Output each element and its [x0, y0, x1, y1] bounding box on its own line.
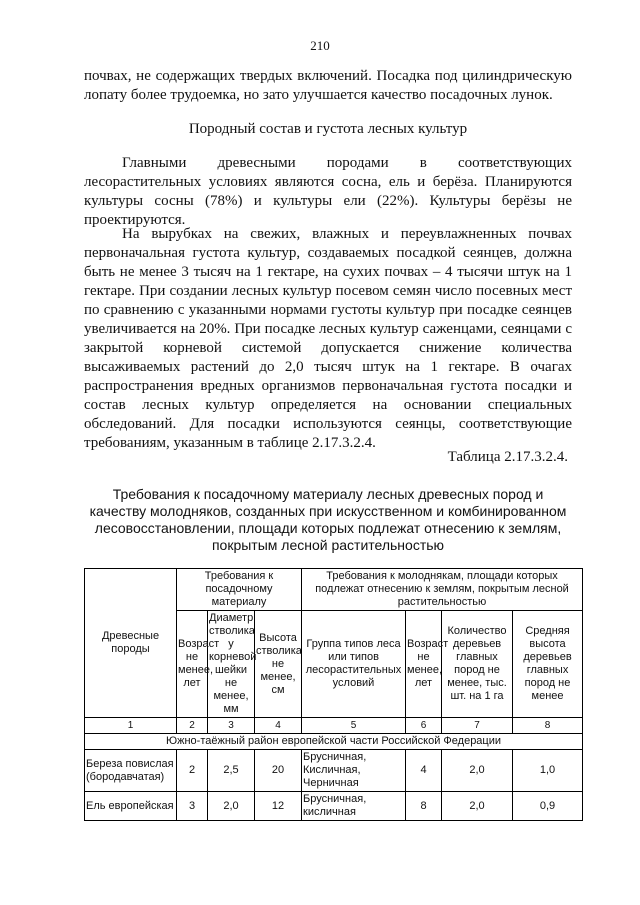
species-cell: Ель европейская — [85, 792, 177, 821]
header-material: Требования к посадочному материалу — [177, 569, 302, 611]
age-cell: 3 — [177, 792, 208, 821]
header-tree-count: Количество деревьев главных пород не менее, тыс. шт. на 1 га — [442, 611, 513, 718]
age-young-cell: 4 — [406, 750, 442, 792]
column-index: 2 — [177, 718, 208, 734]
age-cell: 2 — [177, 750, 208, 792]
average-height-cell: 0,9 — [513, 792, 583, 821]
table-row — [85, 792, 583, 821]
header-row-1 — [85, 569, 583, 611]
header-age-young: Возраст не менее, лет — [406, 611, 442, 718]
column-index: 6 — [406, 718, 442, 734]
column-index: 1 — [85, 718, 177, 734]
paragraph-main-species: Главными древесными породами в соответствующих лесорастительных условиях являются сосна, ель и берёза. Планируются культуры сосны (78%) и культуры ели (22%). Культуры берёзы не проектируются. — [84, 155, 572, 228]
header-forest-group: Группа типов леса или типов лесорастительных условий — [302, 611, 406, 718]
species-cell: Береза повислая (бородавчатая) — [85, 750, 177, 792]
column-index: 3 — [208, 718, 255, 734]
page-number: 210 — [310, 38, 330, 53]
header-young: Требования к молоднякам, площади которых подлежат отнесению к землям, покрытым лесной растительностью — [302, 569, 583, 611]
header-height: Высота стволика не менее, см — [255, 611, 302, 718]
forest-group-cell: Брусничная, кисличная — [302, 792, 406, 821]
diameter-cell: 2,0 — [208, 792, 255, 821]
header-diameter: Диаметр стволика у корневой шейки не менее, мм — [208, 611, 255, 718]
tree-count-cell: 2,0 — [442, 750, 513, 792]
table-row — [85, 750, 583, 792]
requirements-table — [84, 568, 583, 821]
column-index: 7 — [442, 718, 513, 734]
table-caption: Таблица 2.17.3.2.4. — [447, 449, 568, 465]
age-young-cell: 8 — [406, 792, 442, 821]
header-age: Возраст не менее, лет — [177, 611, 208, 718]
column-index: 5 — [302, 718, 406, 734]
average-height-cell: 1,0 — [513, 750, 583, 792]
height-cell: 20 — [255, 750, 302, 792]
diameter-cell: 2,5 — [208, 750, 255, 792]
column-index: 8 — [513, 718, 583, 734]
tree-count-cell: 2,0 — [442, 792, 513, 821]
height-cell: 12 — [255, 792, 302, 821]
header-species: Древесные породы — [85, 569, 177, 718]
paragraph-density: На вырубках на свежих, влажных и переувлажненных почвах первоначальная густота культур, создаваемых посадкой сеянцев, должна быть не менее 3 тысяч на 1 гектаре, на сухих почвах – 4 тысячи штук на 1 гектаре. При создании лесных культур посевом семян число посевных мест по сравнению с указанными нормами густоты культур при посадке сеянцев увеличивается на 20%. При посадке лесных культур саженцами, сеянцами с закрытой корневой системой допускается снижение количества высаживаемых растений до 2,0 тысяч штук на 1 гектаре. В очагах распространения вредных организмов первоначальная густота посадки и состав лесных культур определяется на основании специальных обследований. Для посадки используются сеянцы, соответствующие требованиям, указанным в таблице 2.17.3.2.4. — [84, 226, 572, 451]
table-title: Требования к посадочному материалу лесных древесных пород и качеству молодняков, созданных при искусственном и комбинированном лесовосстановлении, площади которых подлежат отнесению к землям, покрытым лесной растительностью — [89, 486, 567, 553]
section-heading: Породный состав и густота лесных культур — [188, 121, 468, 137]
region-row — [85, 734, 583, 750]
header-average-height: Средняя высота деревьев главных пород не менее — [513, 611, 583, 718]
column-index: 4 — [255, 718, 302, 734]
column-index-row — [85, 718, 583, 734]
paragraph-planting: почвах, не содержащих твердых включений. Посадка под цилиндрическую лопату более трудоемка, но зато улучшается качество посадочных лунок. — [84, 68, 572, 103]
region-label: Южно-таёжный район европейской части Российской Федерации — [85, 734, 583, 750]
forest-group-cell: Брусничная, Кисличная, Черничная — [302, 750, 406, 792]
